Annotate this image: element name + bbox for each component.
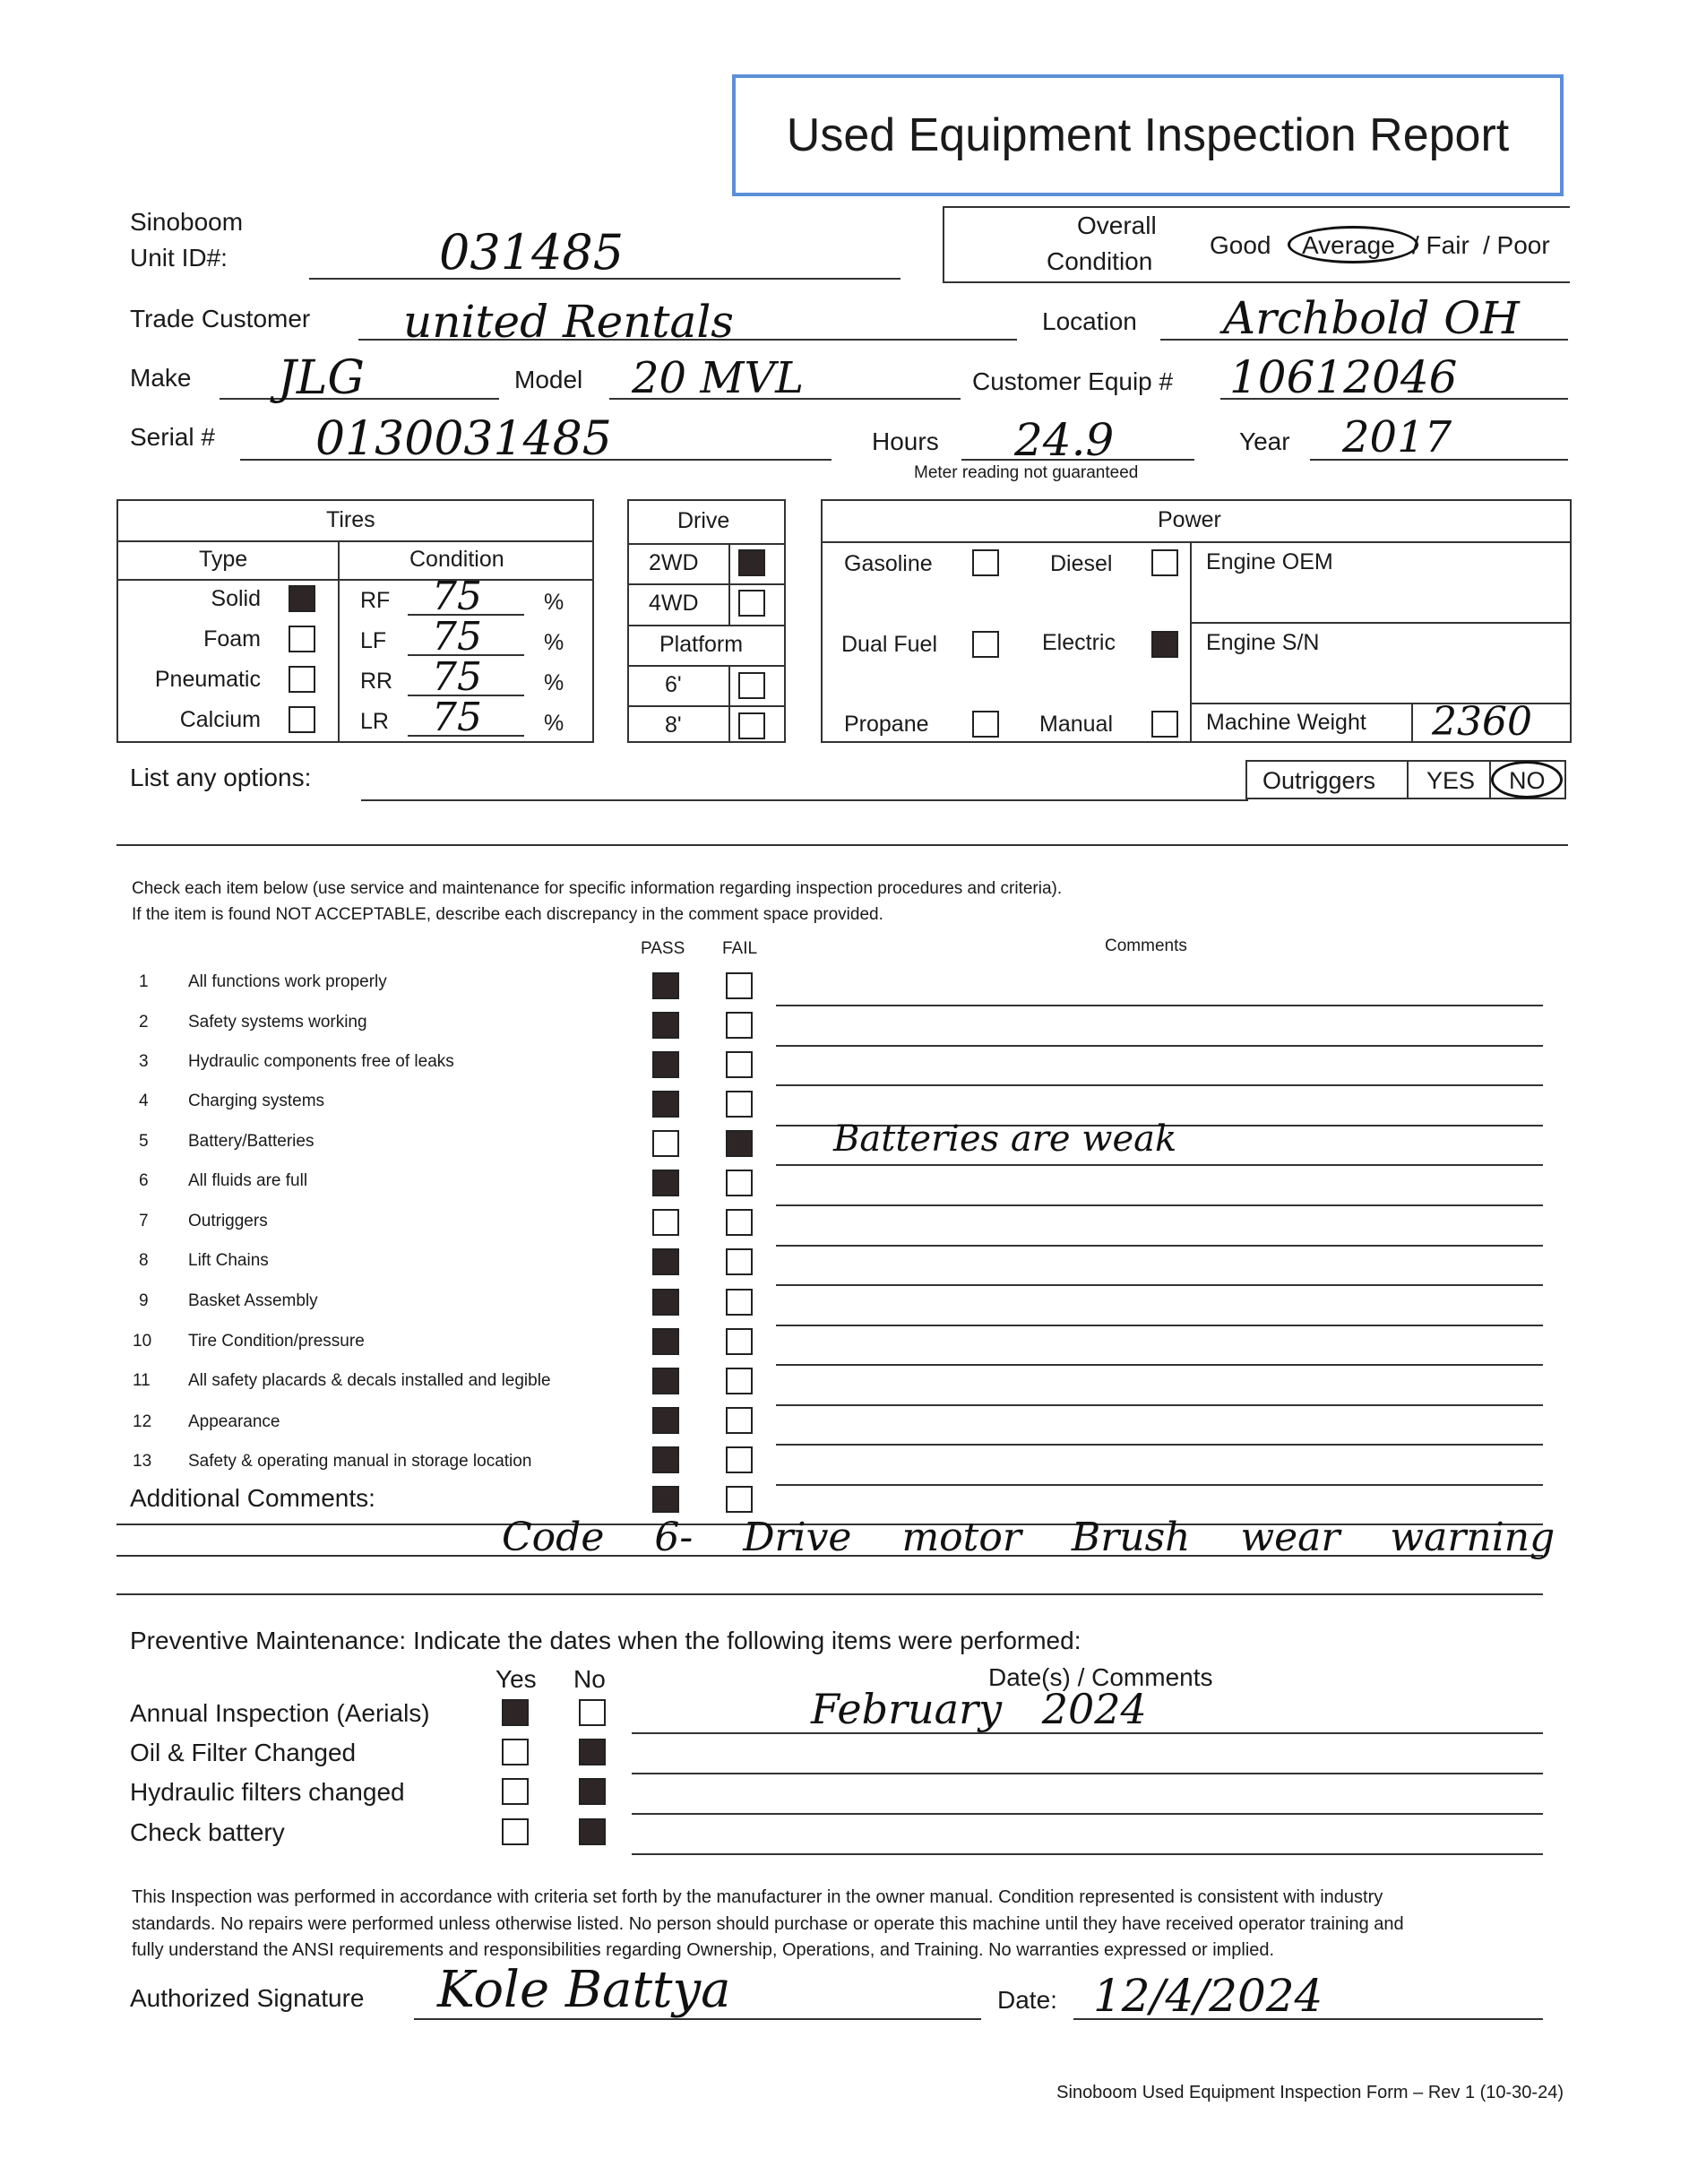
checklist-label: Charging systems (188, 1092, 325, 1110)
serial-label: Serial # (130, 423, 215, 451)
checklist-fail-checkbox[interactable] (726, 1328, 753, 1355)
checklist-pass-checkbox[interactable] (652, 1446, 679, 1473)
instructions-line1: Check each item below (use service and maintenance for specific information regarding inspection procedures and criteria). (132, 879, 1063, 898)
machine-weight-label: Machine Weight (1206, 710, 1366, 735)
checklist-label: All fluids are full (188, 1171, 308, 1190)
tire-type-label: Pneumatic (154, 667, 261, 692)
additional-comments-label: Additional Comments: (130, 1484, 375, 1512)
checklist-label: All functions work properly (188, 972, 387, 991)
tire-type-solid-checkbox[interactable] (289, 585, 315, 612)
checklist-num: 4 (139, 1092, 149, 1110)
checklist-num: 3 (139, 1052, 149, 1071)
checklist-pass-checkbox[interactable] (652, 1328, 679, 1355)
additional-comments-value[interactable]: Code 6- Drive motor Brush wear warning (502, 1515, 1555, 1560)
tire-condition-value[interactable]: 75 (432, 654, 482, 700)
checklist-label: Lift Chains (188, 1251, 269, 1270)
platform-header: Platform (659, 632, 744, 657)
tires-header: Tires (326, 507, 375, 532)
checklist-fail-checkbox[interactable] (726, 1091, 753, 1118)
checklist-pass-checkbox[interactable] (652, 1486, 679, 1513)
preventive-no-checkbox[interactable] (579, 1699, 606, 1726)
checklist-label: Appearance (188, 1412, 280, 1431)
engine-oem-label: Engine OEM (1206, 549, 1333, 574)
checklist-pass-checkbox[interactable] (652, 1209, 679, 1236)
location-value[interactable]: Archbold OH (1223, 292, 1520, 344)
platform-8ft-checkbox[interactable] (738, 712, 765, 739)
model-value[interactable]: 20 MVL (632, 353, 805, 403)
checklist-comment[interactable]: Batteries are weak (833, 1118, 1177, 1160)
power-option-label: Electric (1042, 630, 1116, 655)
report-title: Used Equipment Inspection Report (732, 74, 1564, 196)
date-label: Date: (997, 1986, 1057, 2014)
overall-selected-circle (1288, 226, 1418, 263)
tire-condition-value[interactable]: 75 (432, 614, 482, 660)
tire-percent: % (544, 630, 564, 655)
checklist-fail-checkbox[interactable] (726, 1209, 753, 1236)
preventive-yes-checkbox[interactable] (502, 1739, 529, 1765)
power-propane-checkbox[interactable] (972, 711, 999, 738)
tire-percent: % (544, 670, 564, 695)
form-footer: Sinoboom Used Equipment Inspection Form – Rev 1 (10-30-24) (1056, 2083, 1564, 2102)
preventive-dates-header: Date(s) / Comments (988, 1663, 1213, 1691)
checklist-label: Battery/Batteries (188, 1132, 315, 1151)
tire-type-label: Calcium (179, 707, 261, 732)
checklist-fail-checkbox[interactable] (726, 1130, 753, 1157)
outriggers-selected-circle (1491, 761, 1563, 798)
checklist-label: All safety placards & decals installed and legible (188, 1371, 551, 1390)
overall-average[interactable]: Average (1302, 231, 1395, 259)
disclaimer-line1: This Inspection was performed in accordance with criteria set forth by the manufacturer in the owner manual. Condition represented is consistent with industry (132, 1887, 1383, 1907)
year-value[interactable]: 2017 (1342, 412, 1452, 462)
checklist-num: 2 (139, 1013, 149, 1032)
checklist-num: 11 (133, 1371, 151, 1390)
preventive-yes-header: Yes (495, 1665, 537, 1693)
tire-type-label: Foam (203, 626, 261, 652)
checklist-pass-checkbox[interactable] (652, 1091, 679, 1118)
tire-condition-value[interactable]: 75 (432, 695, 482, 740)
hours-label: Hours (872, 427, 939, 455)
tire-pos-label: LF (360, 628, 387, 653)
tire-type-label: Solid (211, 586, 261, 611)
checklist-label: Safety systems working (188, 1013, 367, 1032)
checklist-pass-checkbox[interactable] (652, 1407, 679, 1434)
power-option-label: Gasoline (844, 551, 933, 576)
checklist-label: Hydraulic components free of leaks (188, 1052, 454, 1071)
unit-id-value[interactable]: 031485 (439, 224, 625, 281)
drive-option-label: 4WD (649, 591, 699, 616)
preventive-heading: Preventive Maintenance: Indicate the dates when the following items were performed: (130, 1627, 1081, 1654)
checklist-fail-checkbox[interactable] (726, 1289, 753, 1316)
preventive-item-label: Hydraulic filters changed (130, 1778, 405, 1806)
customer-equip-value[interactable]: 10612046 (1229, 351, 1458, 403)
checklist-pass-checkbox[interactable] (652, 1170, 679, 1196)
checklist-fail-checkbox[interactable] (726, 1051, 753, 1078)
checklist-fail-checkbox[interactable] (726, 1486, 753, 1513)
preventive-no-checkbox[interactable] (579, 1778, 606, 1805)
checklist-fail-checkbox[interactable] (726, 1446, 753, 1473)
disclaimer-line3: fully understand the ANSI requirements and responsibilities regarding Ownership, Operations, and Training. No warranties expressed or implied. (132, 1940, 1275, 1960)
options-label: List any options: (130, 764, 312, 791)
platform-option-label: 6' (665, 672, 682, 697)
serial-value[interactable]: 0130031485 (315, 412, 612, 466)
drive-option-label: 2WD (649, 550, 699, 575)
checklist-pass-checkbox[interactable] (652, 1248, 679, 1275)
tire-condition-value[interactable]: 75 (432, 574, 482, 619)
year-label: Year (1239, 427, 1290, 455)
platform-6ft-checkbox[interactable] (738, 672, 765, 699)
power-manual-checkbox[interactable] (1151, 711, 1178, 738)
outriggers-label: Outriggers (1262, 767, 1376, 794)
checklist-num: 7 (139, 1212, 149, 1230)
overall-label-line1: Overall (1077, 211, 1157, 239)
unit-label-line1: Sinoboom (130, 208, 244, 236)
checklist-pass-checkbox[interactable] (652, 1012, 679, 1039)
unit-label-line2: Unit ID#: (130, 244, 228, 272)
tire-percent: % (544, 590, 564, 615)
signature-label: Authorized Signature (130, 1984, 365, 2012)
checklist-num: 12 (133, 1412, 152, 1431)
power-option-label: Dual Fuel (841, 632, 937, 657)
checklist-fail-checkbox[interactable] (726, 1012, 753, 1039)
checklist-fail-checkbox[interactable] (726, 1170, 753, 1196)
model-label: Model (514, 366, 583, 393)
checklist-fail-checkbox[interactable] (726, 1368, 753, 1394)
preventive-item-comment[interactable]: February 2024 (811, 1685, 1147, 1733)
pass-header: PASS (641, 939, 685, 958)
checklist-fail-checkbox[interactable] (726, 1248, 753, 1275)
checklist-num: 9 (139, 1291, 149, 1310)
tire-type-calcium-checkbox[interactable] (289, 706, 315, 733)
drive-header: Drive (677, 508, 730, 533)
checklist-label: Safety & operating manual in storage location (188, 1452, 532, 1471)
preventive-item-label: Check battery (130, 1818, 285, 1846)
fail-header: FAIL (722, 939, 758, 958)
power-gasoline-checkbox[interactable] (972, 549, 999, 576)
outriggers-no[interactable]: NO (1509, 767, 1546, 794)
make-label: Make (130, 364, 192, 392)
preventive-item-label: Annual Inspection (Aerials) (130, 1699, 430, 1727)
checklist-num: 13 (133, 1452, 152, 1471)
tire-type-foam-checkbox[interactable] (289, 626, 315, 652)
checklist-num: 1 (139, 972, 149, 991)
outriggers-yes[interactable]: YES (1426, 767, 1476, 794)
trade-customer-label: Trade Customer (130, 305, 311, 332)
tire-pos-label: RR (360, 669, 393, 694)
preventive-yes-checkbox[interactable] (502, 1778, 529, 1805)
checklist-label: Tire Condition/pressure (188, 1332, 365, 1351)
checklist-fail-checkbox[interactable] (726, 1407, 753, 1434)
customer-equip-label: Customer Equip # (972, 367, 1174, 395)
date-value[interactable]: 12/4/2024 (1093, 1970, 1323, 2022)
power-header: Power (1158, 507, 1221, 532)
disclaimer-line2: standards. No repairs were performed unless otherwise listed. No person should purchase or operate this machine until they have received operator training and (132, 1914, 1404, 1934)
tire-percent: % (544, 711, 564, 736)
location-label: Location (1042, 307, 1137, 335)
preventive-no-header: No (573, 1665, 606, 1693)
checklist-pass-checkbox[interactable] (652, 1289, 679, 1316)
hours-value[interactable]: 24.9 (1014, 414, 1115, 466)
hours-note: Meter reading not guaranteed (914, 463, 1139, 482)
tire-pos-label: LR (360, 709, 389, 734)
checklist-pass-checkbox[interactable] (652, 1051, 679, 1078)
checklist-num: 6 (139, 1171, 149, 1190)
overall-good[interactable]: Good (1210, 231, 1271, 259)
checklist-num: 5 (139, 1132, 149, 1151)
power-diesel-checkbox[interactable] (1151, 549, 1178, 576)
power-option-label: Propane (844, 712, 929, 737)
instructions-line2: If the item is found NOT ACCEPTABLE, describe each discrepancy in the comment space provided. (132, 905, 883, 924)
checklist-pass-checkbox[interactable] (652, 972, 679, 999)
overall-label-line2: Condition (1047, 247, 1153, 275)
preventive-item-label: Oil & Filter Changed (130, 1739, 357, 1766)
checklist-label: Basket Assembly (188, 1291, 318, 1310)
preventive-no-checkbox[interactable] (579, 1739, 606, 1765)
checklist-label: Outriggers (188, 1212, 268, 1230)
overall-poor[interactable]: / Poor (1483, 231, 1550, 259)
checklist-fail-checkbox[interactable] (726, 972, 753, 999)
comments-header: Comments (1105, 937, 1187, 955)
checklist-num: 8 (139, 1251, 149, 1270)
drive-4wd-checkbox[interactable] (738, 590, 765, 617)
make-value[interactable]: JLG (278, 351, 365, 405)
tires-condition-header: Condition (409, 547, 504, 572)
tires-type-header: Type (199, 547, 248, 572)
checklist-pass-checkbox[interactable] (652, 1368, 679, 1394)
overall-fair[interactable]: / Fair (1412, 231, 1469, 259)
tire-pos-label: RF (360, 588, 391, 613)
preventive-yes-checkbox[interactable] (502, 1699, 529, 1726)
preventive-yes-checkbox[interactable] (502, 1818, 529, 1845)
power-electric-checkbox[interactable] (1151, 631, 1178, 658)
platform-option-label: 8' (665, 712, 682, 738)
power-dual-fuel-checkbox[interactable] (972, 631, 999, 658)
trade-customer-value[interactable]: united Rentals (403, 296, 734, 348)
signature-value[interactable]: Kole Battya (437, 1961, 731, 2019)
tire-type-pneumatic-checkbox[interactable] (289, 666, 315, 693)
checklist-num: 10 (133, 1332, 152, 1351)
checklist-pass-checkbox[interactable] (652, 1130, 679, 1157)
power-option-label: Diesel (1050, 551, 1113, 576)
preventive-no-checkbox[interactable] (579, 1818, 606, 1845)
drive-2wd-checkbox[interactable] (738, 549, 765, 576)
machine-weight-value[interactable]: 2360 (1432, 699, 1532, 745)
engine-sn-label: Engine S/N (1206, 630, 1320, 655)
power-option-label: Manual (1039, 712, 1113, 737)
